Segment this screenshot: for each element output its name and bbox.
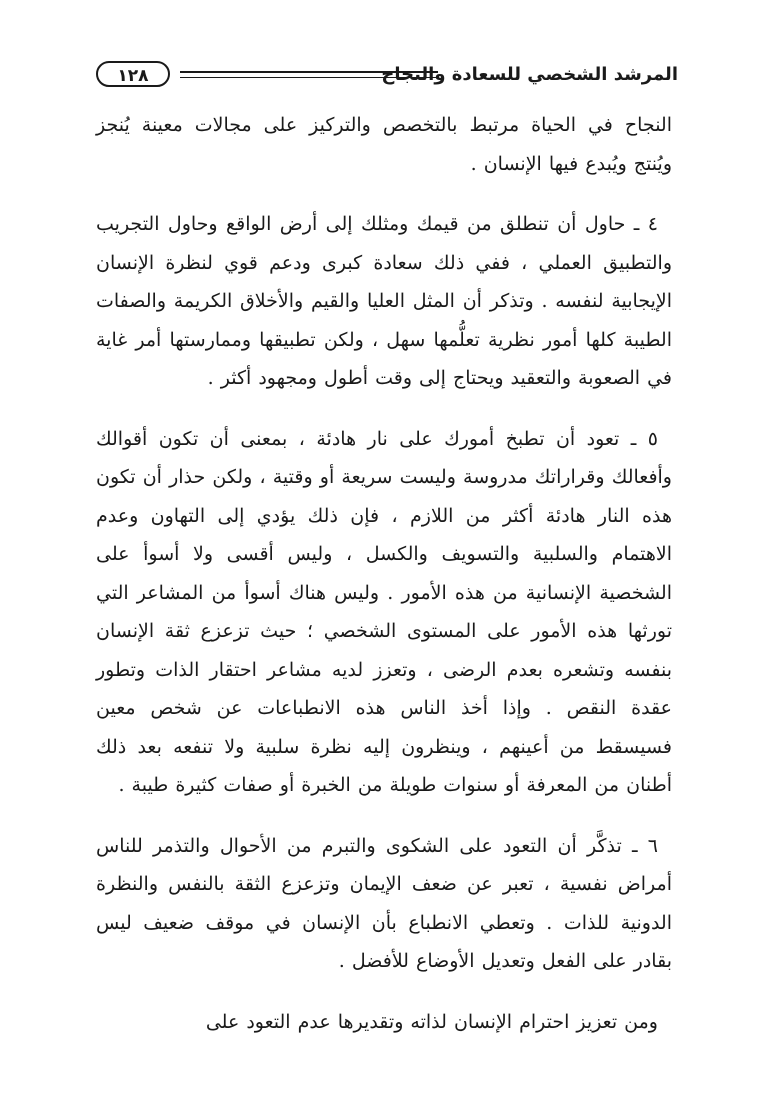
header-rule: [180, 71, 438, 73]
running-header: [88, 58, 678, 94]
page-body: [96, 106, 672, 1063]
paragraph: ٥ ـ تعود أن تطبخ أمورك على نار هادئة ، بمعنى أن تكون أقوالك وأفعالك وقراراتك مدروسة وليست سريعة أو وقتية ، ولكن حذار أن تكون هذه النار هادئة أكثر من اللازم ، فإن ذلك يؤدي إلى التهاون وعدم الاهتمام والسلبية والتسويف والكسل ، وليس أقسى ولا أسوأ على الشخصية الإنسانية من هذه الأمور . وليس هناك أسوأ من المشاعر التي تورثها هذه الأمور على المستوى الشخصي ؛ حيث تزعزع ثقة الإنسان بنفسه وتشعره بعدم الرضى ، وتعزز لديه مشاعر احتقار الذات وتطور عقدة النقص . وإذا أخذ الناس هذه الانطباعات عن شخص معين فسيسقط من أعينهم ، وينظرون إليه نظرة سلبية ولا تنفعه بعد ذلك أطنان من المعرفة أو سنوات طويلة من الخبرة أو صفات كثيرة طيبة .: [96, 427, 672, 796]
header-rule-thin: [180, 77, 438, 78]
book-title: المرشد الشخصي للسعادة والنجاح: [373, 62, 678, 88]
paragraph: ومن تعزيز احترام الإنسان لذاته وتقديرها عدم التعود على: [205, 1010, 658, 1033]
paragraph: النجاح في الحياة مرتبط بالتخصص والتركيز على مجالات معينة يُنجز ويُنتج ويُبدع فيها الإنسان .: [96, 114, 672, 175]
paragraph: ٦ ـ تذكَّر أن التعود على الشكوى والتبرم من الأحوال والتذمر للناس أمراض نفسية ، تعبر عن ضعف الإيمان وتزعزع الثقة بالنفس والنظرة الدونية للذات . وتعطي الانطباع بأن الإنسان في موقف ضعيف ليس بقادر على الفعل وتعديل الأوضاع للأفضل .: [96, 834, 672, 972]
paragraph: ٤ ـ حاول أن تنطلق من قيمك ومثلك إلى أرض الواقع وحاول التجريب والتطبيق العملي ، ففي ذلك سعادة كبرى ودعم قوي لنظرة الإنسان الإيجابية لنفسه . وتذكر أن المثل العليا والقيم والأخلاق الكريمة والصفات الطيبة كلها أمور نظرية تعلُّمها سهل ، ولكن تطبيقها وممارستها أمر غاية في الصعوبة والتعقيد ويحتاج إلى وقت أطول ومجهود أكثر .: [96, 213, 672, 389]
page-number: ١٢٨: [96, 61, 170, 87]
